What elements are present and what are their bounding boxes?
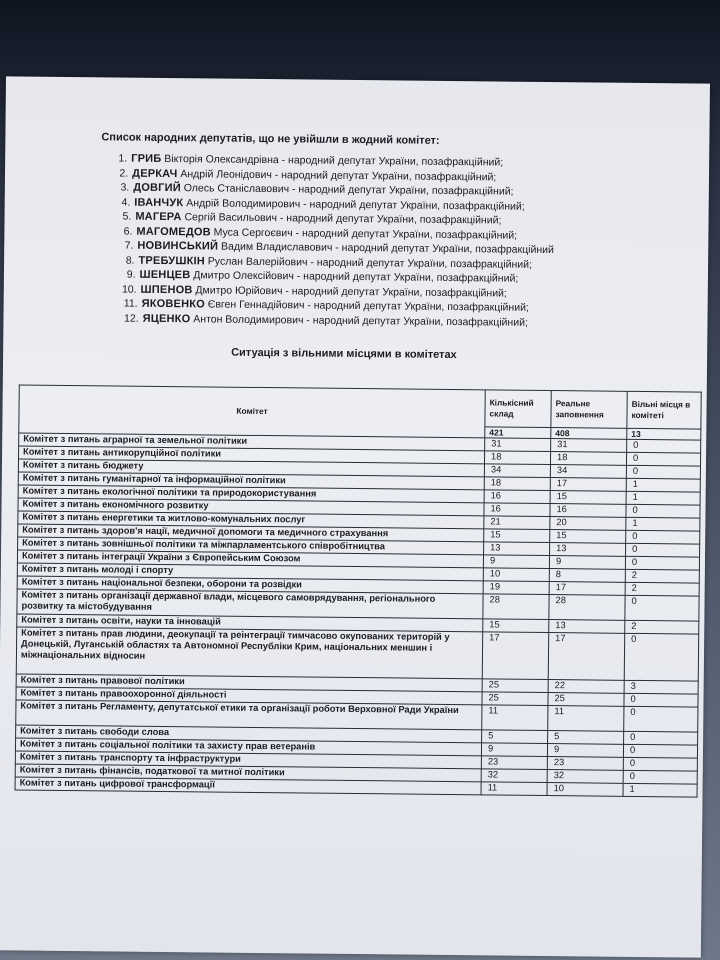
deputy-number: 2.	[119, 167, 129, 180]
committee-free: 2	[625, 582, 699, 596]
committee-size: 23	[481, 756, 547, 770]
committee-filled: 22	[548, 680, 624, 694]
committee-size: 9	[481, 743, 547, 757]
committee-size: 32	[481, 769, 547, 783]
deputy-number: 8.	[125, 254, 135, 267]
deputy-number: 12.	[124, 312, 139, 325]
header-free: Вільні місця в комітеті	[627, 391, 701, 429]
committee-name: Комітет з питань національної безпеки, оборони та розвідки	[17, 576, 483, 594]
deputy-surname: ЯКОВЕНКО	[141, 297, 205, 311]
committee-filled: 15	[550, 530, 626, 544]
committee-name: Комітет з питань антикорупційної політики	[19, 446, 485, 464]
committee-filled: 11	[548, 706, 624, 732]
deputy-number: 10.	[121, 283, 137, 296]
committee-free: 1	[626, 478, 700, 492]
deputy-number: 6.	[123, 225, 133, 238]
committee-filled: 9	[549, 556, 625, 570]
deputy-surname: ШЕНЦЕВ	[139, 268, 191, 282]
committee-free: 0	[627, 439, 701, 453]
deputy-details: Євген Геннадійович - народний депутат України, позафракційний;	[204, 298, 529, 314]
committee-free: 0	[624, 693, 698, 707]
committee-name: Комітет з питань зовнішньої політики та міжпарламентського співробітництва	[18, 537, 484, 555]
committee-name: Комітет з питань енергетики та житлово-комунальних послуг	[18, 511, 484, 529]
deputy-number: 5.	[122, 210, 132, 223]
committee-free: 0	[626, 452, 700, 466]
committee-filled: 25	[548, 693, 624, 707]
committee-free: 0	[623, 744, 697, 758]
table-body	[15, 433, 701, 797]
committee-filled: 31	[551, 439, 627, 453]
committee-filled: 13	[549, 620, 625, 634]
deputy-number: 4.	[121, 196, 131, 209]
committee-name: Комітет з питань прав людини, деокупації та реінтеграції тимчасово окупованих територій у Донецькій, Луганській областях та Автономної Республіки Крим, національних меншин і міжнаціональних відносин	[16, 627, 482, 679]
committee-name: Комітет з питань бюджету	[18, 459, 484, 477]
deputy-details: Дмитро Олексійович - народний депутат України, позафракційний;	[190, 269, 519, 285]
deputy-surname: ЯЦЕНКО	[142, 312, 191, 325]
committee-filled: 28	[549, 595, 625, 621]
committee-name: Комітет з питань свободи слова	[16, 725, 482, 743]
committee-filled: 13	[550, 543, 626, 557]
committee-size: 17	[482, 632, 548, 680]
committee-free: 0	[624, 633, 698, 681]
committee-size: 11	[481, 782, 547, 796]
committee-filled: 17	[549, 582, 625, 596]
committee-filled: 23	[547, 757, 623, 771]
deputy-details: Антон Володимирович - народний депутат України, позафракційний;	[190, 312, 528, 329]
deputy-surname: МАГОМЕДОВ	[136, 225, 211, 238]
committee-filled: 5	[548, 731, 624, 745]
deputy-number: 9.	[126, 268, 136, 281]
header-filled: Реальне заповнення	[551, 391, 627, 429]
committees-table	[15, 384, 702, 797]
committee-size: 19	[483, 581, 549, 595]
committee-name: Комітет з питань екологічної політики та природокористування	[18, 485, 484, 503]
deputy-number: 3.	[120, 181, 130, 194]
deputy-number: 7.	[124, 239, 134, 252]
deputy-surname: ДЕРКАЧ	[132, 167, 178, 180]
deputy-details: Дмитро Юрійович - народний депутат України, позафракційний;	[192, 283, 507, 300]
committee-name: Комітет з питань соціальної політики та захисту прав ветеранів	[15, 738, 481, 756]
deputy-number: 11.	[123, 297, 138, 310]
committee-name: Комітет з питань освіти, науки та інновацій	[17, 614, 483, 632]
committee-filled: 32	[547, 770, 623, 784]
committee-size: 16	[484, 490, 550, 504]
header-committee: Комітет	[19, 385, 485, 438]
committee-filled: 9	[547, 744, 623, 758]
committee-size: 15	[483, 619, 549, 633]
deputy-surname: НОВИНСЬКИЙ	[137, 239, 219, 253]
committee-name: Комітет з питань цифрової трансформації	[15, 777, 481, 795]
committee-free: 0	[624, 731, 698, 745]
committee-filled: 17	[548, 633, 624, 681]
table-header-row	[19, 385, 701, 429]
table-row	[16, 627, 698, 681]
committee-size: 18	[484, 477, 550, 491]
committee-name: Комітет з питань правоохоронної діяльності	[16, 687, 482, 705]
deputy-details: Вікторія Олександрівна - народний депутат України, позафракційний;	[161, 152, 504, 169]
committee-name: Комітет з питань транспорту та інфраструктури	[15, 751, 481, 769]
deputy-details: Руслан Валерійович - народний депутат України, позафракційний;	[204, 254, 533, 271]
committee-size: 31	[485, 438, 551, 452]
committee-name: Комітет з питань Регламенту, депутатської етики та організації роботи Верховної Ради України	[16, 700, 482, 730]
committee-filled: 10	[547, 783, 623, 797]
committee-free: 1	[626, 491, 700, 505]
committee-size: 25	[482, 692, 548, 706]
total-filled: 408	[551, 428, 627, 440]
committee-filled: 8	[549, 569, 625, 583]
document-sheet	[0, 76, 710, 957]
deputy-surname: ШПЕНОВ	[140, 283, 193, 296]
committee-free: 0	[623, 770, 697, 784]
committee-name: Комітет з питань гуманітарної та інформаційної політики	[18, 472, 484, 490]
committee-free: 0	[626, 504, 700, 518]
deputies-list-title: Список народних депутатів, що не увійшли в жодний комітет:	[101, 131, 440, 147]
committee-filled: 15	[550, 491, 626, 505]
committee-size: 25	[482, 679, 548, 693]
committee-size: 13	[484, 542, 550, 556]
committee-free: 0	[626, 530, 700, 544]
total-size: 421	[485, 427, 551, 439]
committee-free: 2	[625, 620, 699, 634]
committee-free: 1	[626, 517, 700, 531]
deputy-surname: ТРЕБУШКІН	[138, 254, 205, 267]
committee-free: 1	[623, 783, 697, 797]
deputy-details: Олесь Станіславович - народний депутат України, позафракційний;	[180, 182, 514, 198]
committee-free: 0	[626, 465, 700, 479]
committee-size: 9	[483, 555, 549, 569]
committee-size: 34	[484, 464, 550, 478]
deputies-list	[99, 151, 681, 331]
committee-size: 15	[484, 529, 550, 543]
committee-filled: 20	[550, 517, 626, 531]
committee-free: 3	[624, 680, 698, 694]
committee-size: 28	[483, 594, 549, 620]
committee-name: Комітет з питань економічного розвитку	[18, 498, 484, 516]
committee-free: 0	[625, 595, 699, 621]
header-size: Кількісний склад	[485, 390, 551, 428]
deputy-details: Андрій Леонідович - народний депутат України, позафракційний;	[177, 167, 497, 183]
committees-table-wrap	[15, 384, 701, 797]
committee-size: 11	[482, 705, 548, 731]
committee-free: 0	[626, 543, 700, 557]
committee-name: Комітет з питань інтеграції України з Європейським Союзом	[17, 550, 483, 568]
committee-size: 21	[484, 516, 550, 530]
committee-name: Комітет з питань правової політики	[16, 674, 482, 692]
deputy-surname: ІВАНЧУК	[134, 196, 184, 209]
deputy-surname: МАГЕРА	[135, 210, 182, 224]
committee-filled: 34	[550, 465, 626, 479]
committee-name: Комітет з питань фінансів, податкової та митної політики	[15, 764, 481, 782]
committee-filled: 17	[550, 478, 626, 492]
total-free: 13	[627, 428, 701, 440]
deputy-surname: ГРИБ	[131, 152, 162, 165]
committee-free: 2	[625, 569, 699, 583]
committee-size: 5	[482, 730, 548, 744]
committee-name: Комітет з питань молоді і спорту	[17, 563, 483, 581]
deputy-details: Вадим Владиславович - народний депутат України, позафракційний	[218, 240, 554, 257]
committee-free: 0	[625, 556, 699, 570]
committee-name: Комітет з питань організації державної влади, місцевого самоврядування, регіонального розвитку та містобудування	[17, 589, 483, 619]
committee-filled: 16	[550, 504, 626, 518]
deputy-details: Сергій Васильович - народний депутат України, позафракційний;	[181, 211, 502, 227]
deputy-details: Андрій Володимирович - народний депутат України, позафракційний;	[183, 196, 525, 213]
committee-size: 16	[484, 503, 550, 517]
deputy-details: Муса Сергоєвич - народний депутат України, позафракційний;	[210, 225, 518, 242]
committee-free: 0	[624, 706, 698, 732]
committee-name: Комітет з питань здоров'я нації, медичної допомоги та медичного страхування	[18, 524, 484, 542]
deputy-number: 1.	[118, 152, 128, 165]
committee-free: 0	[623, 757, 697, 771]
committee-size: 10	[483, 568, 549, 582]
committee-size: 18	[484, 451, 550, 465]
committee-filled: 18	[550, 452, 626, 466]
committee-name: Комітет з питань аграрної та земельної політики	[19, 433, 485, 451]
table-section-title: Ситуація з вільними місцями в комітетах	[231, 346, 457, 362]
deputy-surname: ДОВГИЙ	[133, 181, 181, 195]
